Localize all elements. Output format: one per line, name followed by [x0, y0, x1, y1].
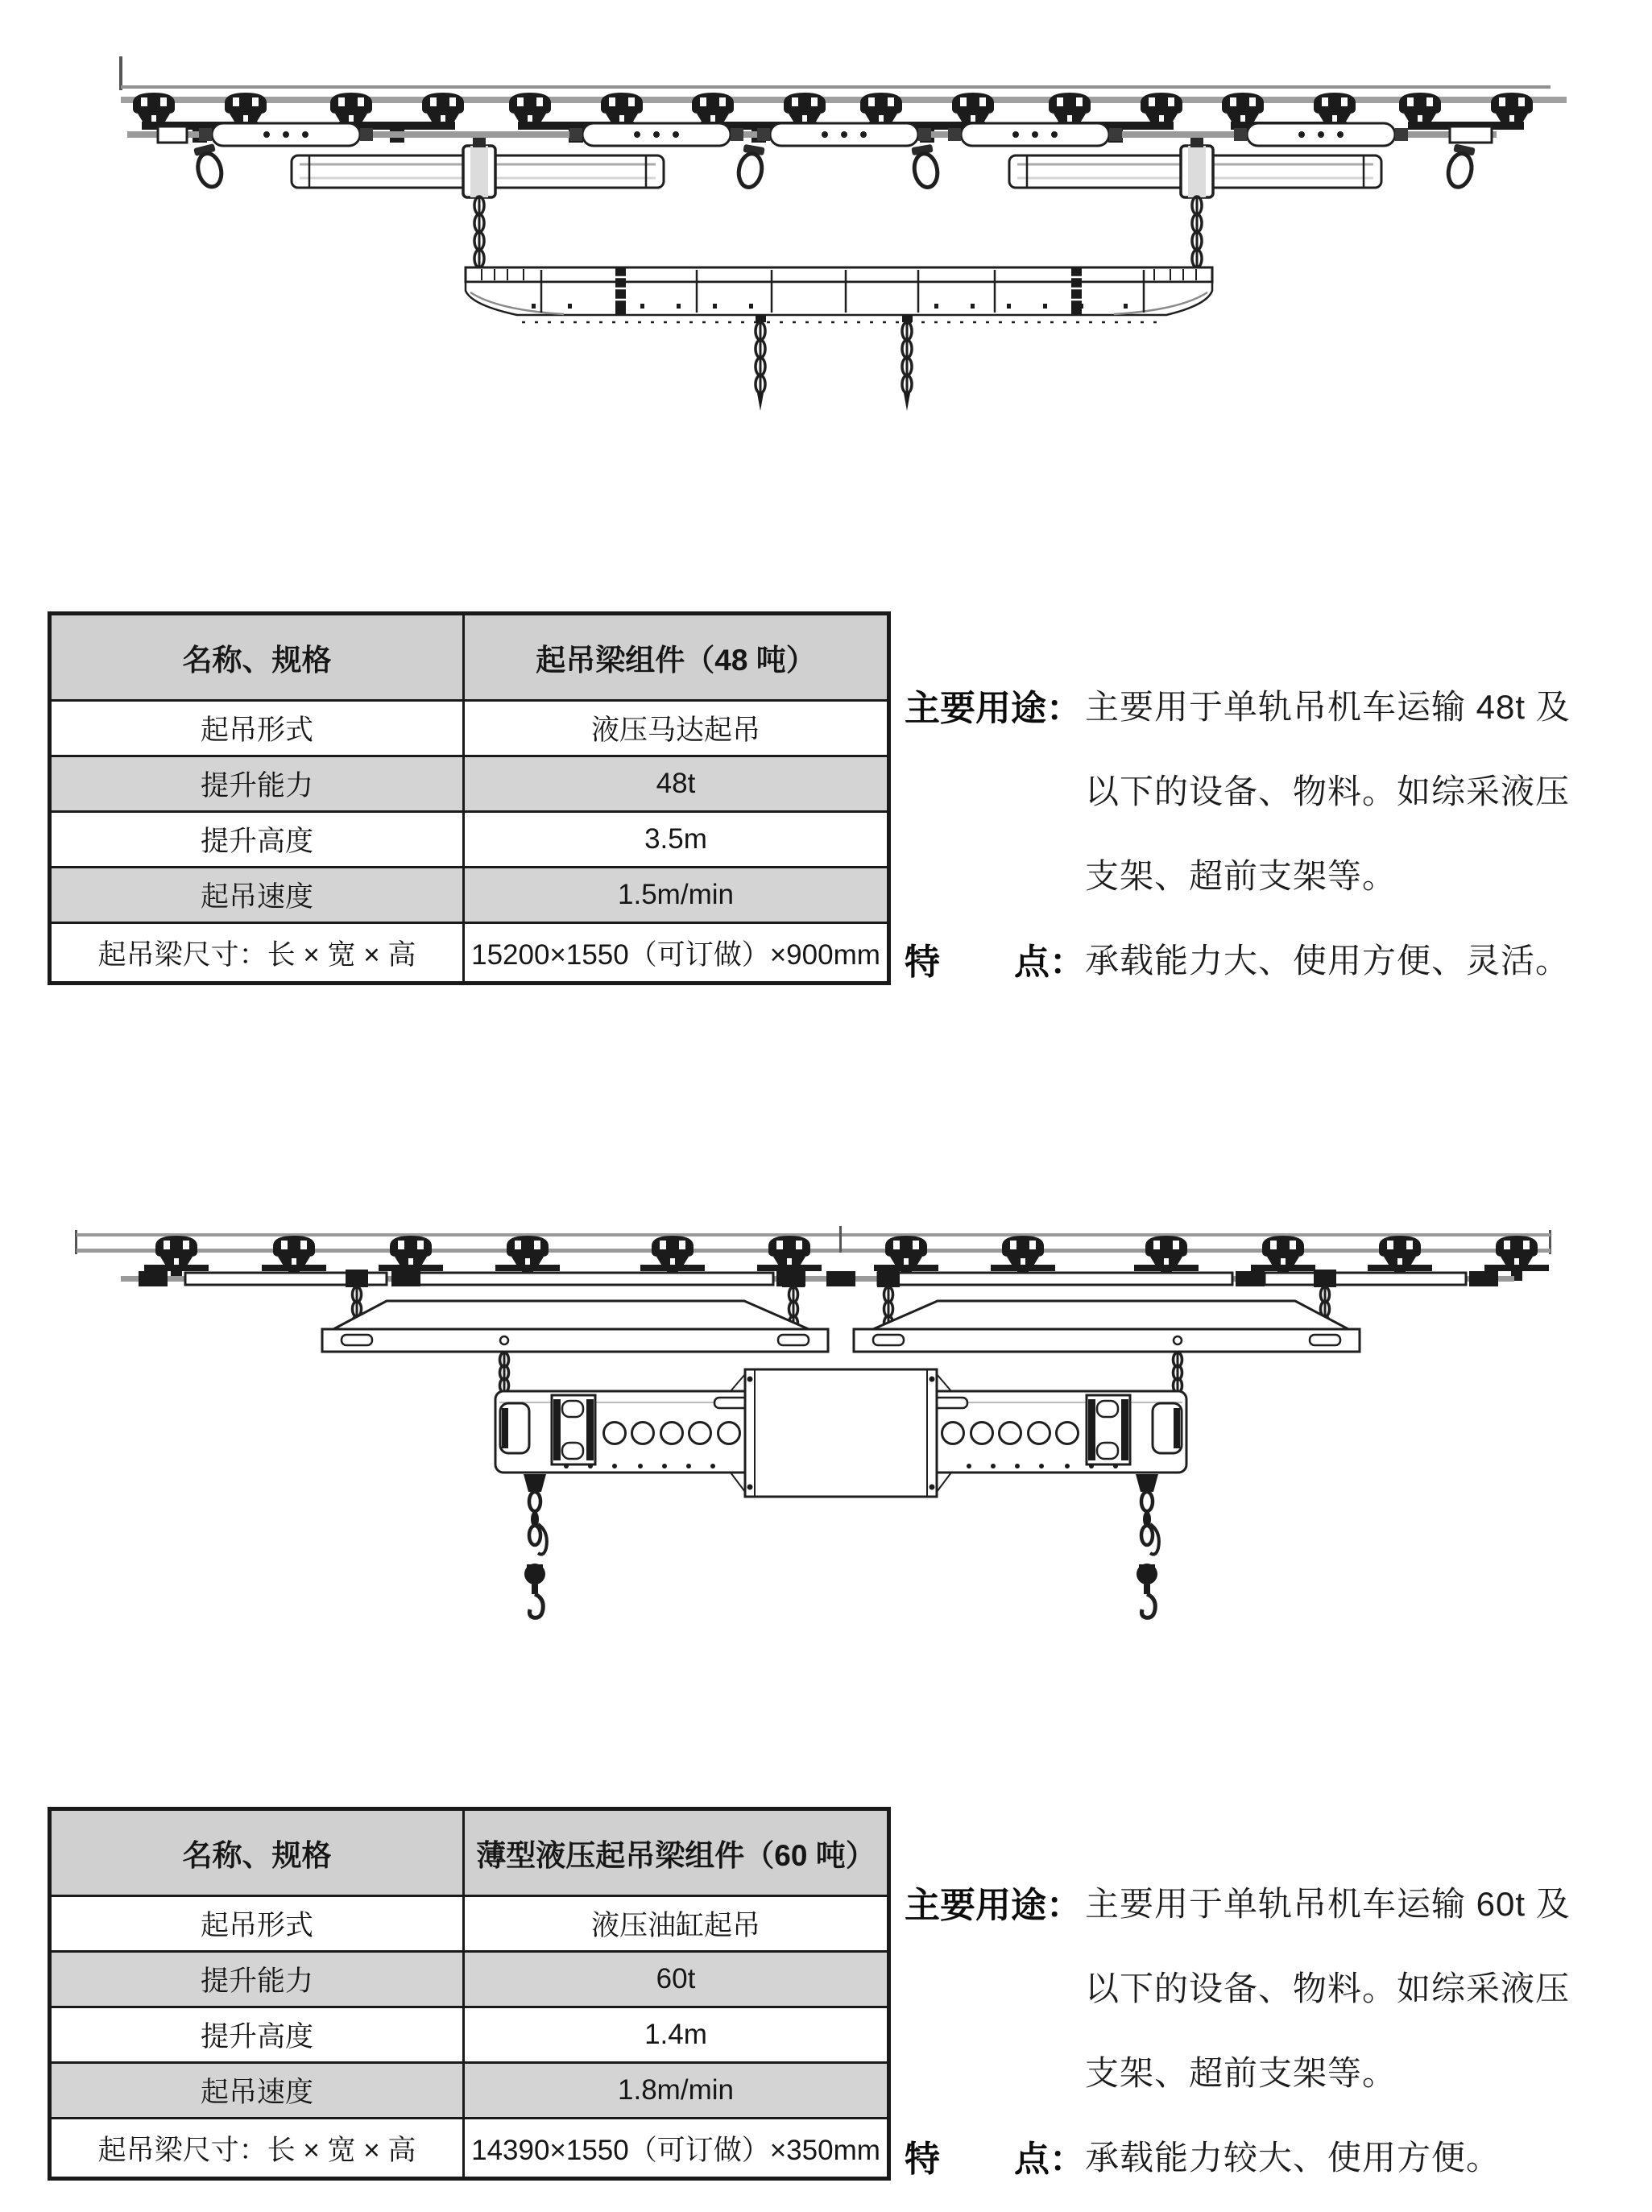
- beam-chain-right: [1174, 1352, 1182, 1393]
- usage-text: 支架、超前支架等。: [1085, 2053, 1397, 2092]
- table1-row-value: 液压马达起吊: [464, 701, 889, 756]
- table2-row-value: 14390×1550（可订做）×350mm: [464, 2119, 889, 2179]
- chain-hoist-hook-right: [1136, 1474, 1159, 1618]
- table1-row-value: 48t: [464, 756, 889, 812]
- table1-row-label: 起吊梁尺寸：长 × 宽 × 高: [50, 923, 464, 984]
- table1-header-spec: 起吊梁组件（48 吨）: [464, 614, 889, 701]
- rail-joint: [839, 1226, 842, 1253]
- usage-label: 主要用途：: [905, 688, 1082, 728]
- table1-row-label: 起吊形式: [50, 701, 464, 756]
- table1-row-label: 提升高度: [50, 812, 464, 868]
- usage-line: [905, 747, 1646, 831]
- monorail-top-line: [121, 85, 1551, 89]
- table2-header-spec: 薄型液压起吊梁组件（60 吨）: [464, 1809, 889, 1896]
- table1-row-label: 起吊速度: [50, 868, 464, 923]
- usage-description-60t: [905, 1859, 1646, 2198]
- usage-label: 主要用途：: [905, 1885, 1082, 1925]
- feature-line: [905, 916, 1646, 1000]
- table2-row-label: 起吊梁尺寸：长 × 宽 × 高: [50, 2119, 464, 2179]
- usage-text: 主要用于单轨吊机车运输 60t 及: [1085, 1884, 1571, 1923]
- usage-line: [905, 1859, 1646, 1944]
- table2-row-label: 起吊速度: [50, 2063, 464, 2119]
- spec-table-48t: [48, 611, 891, 985]
- table2-row-value: 液压油缸起吊: [464, 1896, 889, 1952]
- usage-text: 主要用于单轨吊机车运输 48t 及: [1085, 687, 1571, 726]
- chain-hoist-hook-left: [524, 1474, 547, 1618]
- table2-row-label: 提升高度: [50, 2007, 464, 2063]
- link-bar-row: [121, 1270, 1514, 1287]
- feature-line: [905, 2113, 1646, 2198]
- monorail-48t-lifting-beam-drawing: [0, 0, 1652, 427]
- lifting-chain-right: [1192, 197, 1202, 267]
- usage-text: 以下的设备、物料。如综采液压: [1085, 772, 1571, 810]
- table1-row-value: 3.5m: [464, 812, 889, 868]
- table2-row-value: 1.8m/min: [464, 2063, 889, 2119]
- feature-text: 承载能力大、使用方便、灵活。: [1085, 941, 1571, 980]
- feature-label: 特 点：: [905, 942, 1085, 982]
- feature-label: 特 点：: [905, 2139, 1085, 2179]
- table1-header-name: 名称、规格: [50, 614, 464, 701]
- center-box: [731, 1369, 951, 1497]
- table1-row-value: 15200×1550（可订做）×900mm: [464, 923, 889, 984]
- beam-chain-left: [500, 1352, 509, 1393]
- table2-row-label: 起吊形式: [50, 1896, 464, 1952]
- table2-row-value: 60t: [464, 1952, 889, 2007]
- lifting-beam-48t: [466, 267, 1212, 322]
- hanger-plate-left: [322, 1301, 828, 1352]
- monorail-60t-thin-beam-drawing: [0, 1184, 1652, 1667]
- usage-description-48t: [905, 662, 1646, 1000]
- lifting-chain-left: [474, 197, 484, 267]
- usage-line: [905, 662, 1646, 747]
- usage-line: [905, 1944, 1646, 2028]
- feature-text: 承载能力较大、使用方便。: [1085, 2138, 1501, 2177]
- usage-text: 以下的设备、物料。如综采液压: [1085, 1969, 1571, 2007]
- turnbuckle-link-row: [127, 123, 1497, 146]
- table2-header-name: 名称、规格: [50, 1809, 464, 1896]
- table2-row-value: 1.4m: [464, 2007, 889, 2063]
- rail-end-tick: [119, 56, 122, 90]
- thin-lifting-beam-60t: [495, 1369, 1186, 1497]
- hanger-plate-right: [854, 1301, 1360, 1352]
- spec-table-60t: [48, 1807, 891, 2181]
- usage-line: [905, 831, 1646, 916]
- sling-chain-left: [756, 322, 765, 411]
- usage-text: 支架、超前支架等。: [1085, 856, 1397, 895]
- table1-row-label: 提升能力: [50, 756, 464, 812]
- usage-line: [905, 2028, 1646, 2113]
- table2-row-label: 提升能力: [50, 1952, 464, 2007]
- table1-row-value: 1.5m/min: [464, 868, 889, 923]
- sling-chain-right: [902, 322, 912, 411]
